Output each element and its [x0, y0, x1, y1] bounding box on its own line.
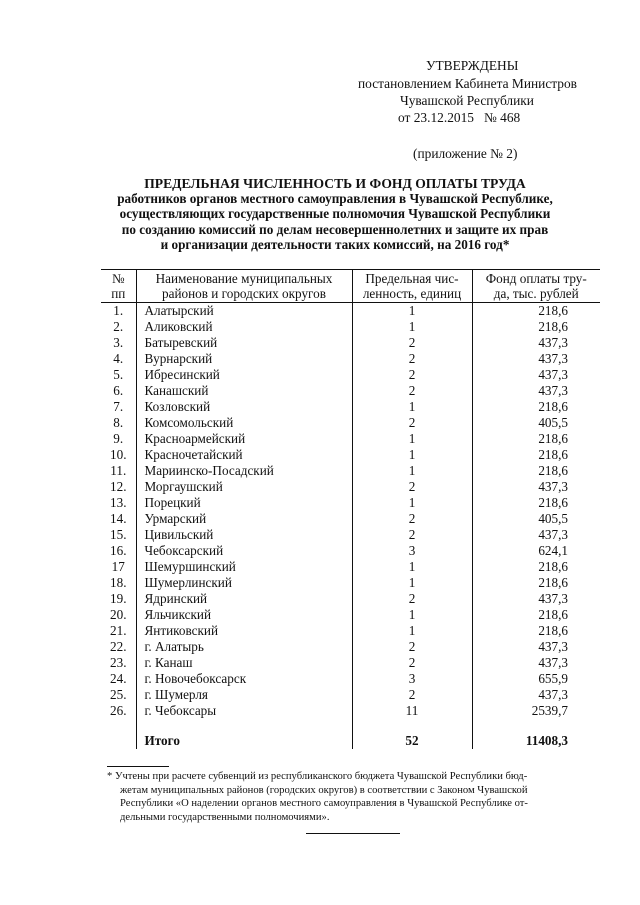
title-line-5: и организации деятельности таких комиссий, на 2016 год*	[160, 236, 510, 252]
row-number: 22.	[110, 639, 127, 654]
table-row	[101, 639, 600, 655]
row-count: 1	[352, 319, 472, 335]
row-number: 6.	[113, 383, 124, 398]
table-row	[101, 543, 600, 559]
row-number: 21.	[110, 623, 127, 638]
table-row	[101, 703, 600, 719]
row-number: 25.	[110, 687, 127, 702]
row-count: 2	[352, 415, 472, 431]
table-row	[101, 559, 600, 575]
row-number: 2.	[113, 319, 124, 334]
row-district: Янтиковский	[136, 623, 352, 639]
row-number: 16.	[110, 543, 127, 558]
header-name: Наименование муниципальных районов и городских округов	[136, 270, 352, 303]
title-line-2: работников органов местного самоуправления в Чувашской Республике,	[117, 191, 553, 207]
row-district: Красноармейский	[136, 431, 352, 447]
table-row	[101, 463, 600, 479]
row-count: 1	[352, 399, 472, 415]
approval-decree-line: постановлением Кабинета Министров	[358, 76, 577, 91]
approval-date-number: от 23.12.2015 № 468	[398, 110, 521, 125]
table-row	[101, 383, 600, 399]
title-line-1: ПРЕДЕЛЬНАЯ ЧИСЛЕННОСТЬ И ФОНД ОПЛАТЫ ТРУДА	[144, 176, 526, 191]
footnote-line-3: Республики «О наделении органов местного самоуправления в Чувашской Республике от-	[120, 798, 528, 810]
row-district: Вурнарский	[136, 351, 352, 367]
row-count: 11	[352, 703, 472, 719]
row-district: г. Канаш	[136, 655, 352, 671]
row-count: 2	[352, 511, 472, 527]
row-district: Цивильский	[136, 527, 352, 543]
footnote-separator	[107, 766, 169, 767]
row-district: Аликовский	[136, 319, 352, 335]
row-district: Шемуршинский	[136, 559, 352, 575]
table-row	[101, 671, 600, 687]
table-row	[101, 575, 600, 591]
row-number: 4.	[113, 351, 124, 366]
row-number: 24.	[110, 671, 127, 686]
row-fund: 218,6	[472, 463, 600, 479]
row-number: 14.	[110, 511, 127, 526]
row-fund: 218,6	[472, 303, 600, 320]
row-district: Козловский	[136, 399, 352, 415]
row-count: 2	[352, 367, 472, 383]
table-row	[101, 495, 600, 511]
row-number: 13.	[110, 495, 127, 510]
row-district: г. Новочебоксарск	[136, 671, 352, 687]
row-district: Шумерлинский	[136, 575, 352, 591]
row-number: 26.	[110, 703, 127, 718]
row-fund: 437,3	[472, 591, 600, 607]
row-fund: 437,3	[472, 655, 600, 671]
row-fund: 624,1	[472, 543, 600, 559]
staff-fund-table	[101, 269, 600, 749]
row-district: Чебоксарский	[136, 543, 352, 559]
end-rule	[306, 833, 400, 834]
table-row	[101, 351, 600, 367]
row-fund: 437,3	[472, 527, 600, 543]
row-number: 10.	[110, 447, 127, 462]
row-number: 20.	[110, 607, 127, 622]
row-district: Ибресинский	[136, 367, 352, 383]
row-number: 19.	[110, 591, 127, 606]
table-row	[101, 623, 600, 639]
table-row	[101, 687, 600, 703]
table-row	[101, 607, 600, 623]
row-number: 18.	[110, 575, 127, 590]
row-number: 1.	[113, 303, 124, 318]
row-district: г. Чебоксары	[136, 703, 352, 719]
row-district: Красночетайский	[136, 447, 352, 463]
row-number: 17	[111, 559, 125, 574]
row-fund: 405,5	[472, 415, 600, 431]
table-row	[101, 655, 600, 671]
row-fund: 437,3	[472, 479, 600, 495]
row-fund: 218,6	[472, 399, 600, 415]
row-count: 2	[352, 351, 472, 367]
row-number: 3.	[113, 335, 124, 350]
row-number: 15.	[110, 527, 127, 542]
table-row	[101, 527, 600, 543]
row-fund: 437,3	[472, 383, 600, 399]
table-row	[101, 319, 600, 335]
document-title	[80, 176, 590, 252]
row-district: Моргаушский	[136, 479, 352, 495]
row-district: Алатырский	[136, 303, 352, 320]
row-district: Комсомольский	[136, 415, 352, 431]
row-count: 3	[352, 543, 472, 559]
row-count: 2	[352, 655, 472, 671]
row-fund: 218,6	[472, 559, 600, 575]
row-fund: 218,6	[472, 607, 600, 623]
row-number: 8.	[113, 415, 124, 430]
row-count: 1	[352, 559, 472, 575]
row-fund: 218,6	[472, 431, 600, 447]
row-district: Яльчикский	[136, 607, 352, 623]
row-fund: 2539,7	[472, 703, 600, 719]
row-number: 7.	[113, 399, 124, 414]
row-count: 1	[352, 431, 472, 447]
appendix-label: (приложение № 2)	[413, 146, 518, 161]
row-number: 9.	[113, 431, 124, 446]
row-district: г. Шумерля	[136, 687, 352, 703]
footnote-line-4: дельными государственными полномочиями».	[120, 811, 330, 823]
row-count: 1	[352, 575, 472, 591]
table-row	[101, 303, 600, 320]
header-fund: Фонд оплаты тру- да, тыс. рублей	[472, 270, 600, 303]
table-row	[101, 367, 600, 383]
row-number: 12.	[110, 479, 127, 494]
row-count: 1	[352, 623, 472, 639]
row-number: 11.	[110, 463, 127, 478]
header-number: № пп	[101, 270, 136, 303]
row-district: г. Алатырь	[136, 639, 352, 655]
row-count: 1	[352, 303, 472, 320]
row-count: 1	[352, 447, 472, 463]
row-count: 2	[352, 527, 472, 543]
row-district: Ядринский	[136, 591, 352, 607]
row-count: 1	[352, 463, 472, 479]
footnote-line-2: жетам муниципальных районов (городских округов) в соответствии с Законом Чувашской	[120, 784, 528, 796]
approval-republic-line: Чувашской Республики	[400, 93, 534, 108]
table-row	[101, 511, 600, 527]
row-fund: 218,6	[472, 447, 600, 463]
row-district: Мариинско-Посадский	[136, 463, 352, 479]
row-fund: 218,6	[472, 623, 600, 639]
table-row	[101, 431, 600, 447]
row-count: 2	[352, 479, 472, 495]
row-district: Батыревский	[136, 335, 352, 351]
table-total-row	[101, 733, 600, 749]
table-spacer-row	[101, 719, 600, 733]
table-row	[101, 591, 600, 607]
row-fund: 405,5	[472, 511, 600, 527]
title-line-3: осуществляющих государственные полномочия Чувашской Республики	[119, 206, 551, 222]
total-count: 52	[352, 733, 472, 749]
footnote-line-1: * Учтены при расчете субвенций из республиканского бюджета Чувашской Республики бюд-	[107, 771, 528, 782]
row-number: 23.	[110, 655, 127, 670]
title-line-4: по созданию комиссий по делам несовершеннолетних и защите их прав	[121, 221, 549, 237]
table-row	[101, 399, 600, 415]
footnote	[107, 770, 601, 824]
approval-heading: УТВЕРЖДЕНЫ	[426, 58, 519, 73]
row-fund: 437,3	[472, 351, 600, 367]
row-count: 2	[352, 383, 472, 399]
row-fund: 437,3	[472, 687, 600, 703]
table-row	[101, 335, 600, 351]
row-count: 1	[352, 607, 472, 623]
table-header-row	[101, 270, 600, 303]
total-fund: 11408,3	[472, 733, 600, 749]
header-count: Предельная чис- ленность, единиц	[352, 270, 472, 303]
row-district: Канашский	[136, 383, 352, 399]
row-number: 5.	[113, 367, 124, 382]
row-count: 2	[352, 591, 472, 607]
row-count: 2	[352, 639, 472, 655]
table-row	[101, 479, 600, 495]
row-district: Урмарский	[136, 511, 352, 527]
row-fund: 437,3	[472, 639, 600, 655]
row-fund: 218,6	[472, 319, 600, 335]
row-count: 2	[352, 335, 472, 351]
row-count: 2	[352, 687, 472, 703]
row-count: 3	[352, 671, 472, 687]
row-fund: 437,3	[472, 335, 600, 351]
table-row	[101, 447, 600, 463]
row-fund: 218,6	[472, 495, 600, 511]
row-fund: 655,9	[472, 671, 600, 687]
row-district: Порецкий	[136, 495, 352, 511]
row-fund: 437,3	[472, 367, 600, 383]
row-fund: 218,6	[472, 575, 600, 591]
table-row	[101, 415, 600, 431]
row-count: 1	[352, 495, 472, 511]
total-label: Итого	[136, 733, 352, 749]
